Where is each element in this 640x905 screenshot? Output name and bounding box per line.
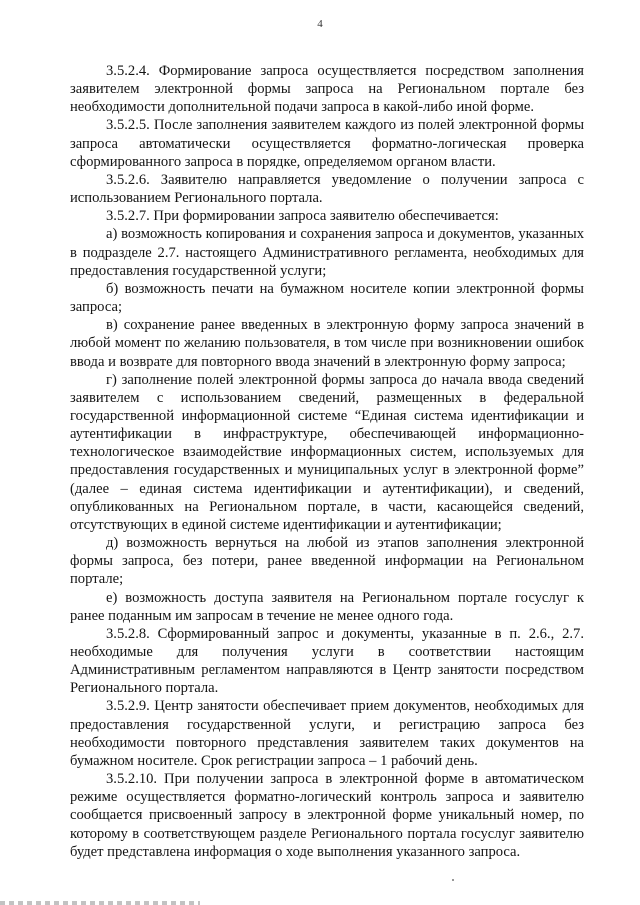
list-item-a: а) возможность копирования и сохранения запроса и документов, указанных в подразделе 2.7. настоящего Административного регламента, необходимых для предоставления государственной услуги; [70,226,584,279]
paragraph-3-5-2-10: 3.5.2.10. При получении запроса в электронной форме в автоматическом режиме осуществляется форматно-логический контроль запроса и заявителю сообщается присвоенный запросу в электронной форме уникальный номер, по которому в соответствующем разделе Регионального портала госуслуг заявителю будет представлена информация о ходе выполнения указанного запроса. [70,771,584,860]
paragraph-3-5-2-9: 3.5.2.9. Центр занятости обеспечивает прием документов, необходимых для предоставления государственной услуги, и регистрацию запроса без необходимости повторного представления заявителем таких документов на бумажном носителе. Срок регистрации запроса – 1 рабочий день. [70,698,584,769]
list-item-g: г) заполнение полей электронной формы запроса до начала ввода сведений заявителем с использованием сведений, размещенных в федеральной государственной информационной системе “Единая система идентификации и аутентификации в инфраструктуре, обеспечивающей информационно-технологическое взаимодействие информационных систем, используемых для предоставления государственных и муниципальных услуг в электронной форме” (далее – единая система идентификации и аутентификации), и сведений, опубликованных на Региональном портале, в части, касающейся сведений, отсутствующих в единой системе идентификации и аутентификации; [70,371,584,533]
scan-edge-artifact [0,901,200,905]
list-item-d: д) возможность вернуться на любой из этапов заполнения электронной формы запроса, без потери, ранее введенной информации на Региональном портале; [70,535,584,588]
paragraph-3-5-2-8: 3.5.2.8. Сформированный запрос и документы, указанные в п. 2.6., 2.7. необходимые для получения услуги в соответствии настоящим Административным регламентом направляются в Центр занятости посредством Регионального портала. [70,625,584,697]
paragraph-3-5-2-6: 3.5.2.6. Заявителю направляется уведомление о получении запроса с использованием Регионального портала. [70,171,584,207]
list-item-b: б) возможность печати на бумажном носителе копии электронной формы запроса; [70,280,584,316]
paragraph-3-5-2-4: 3.5.2.4. Формирование запроса осуществляется посредством заполнения заявителем электронной формы запроса на Региональном портале без необходимости дополнительной подачи запроса в какой-либо иной форме. [70,63,584,116]
list-item-e: е) возможность доступа заявителя на Региональном портале госуслуг к ранее поданным им запросам в течение не менее одного года. [70,589,584,624]
paragraph-3-5-2-7: 3.5.2.7. При формировании запроса заявителю обеспечивается: [106,208,499,225]
page-number: 4 [317,18,323,30]
body-text [70,62,584,861]
scan-speck [452,879,454,881]
paragraph-3-5-2-5: 3.5.2.5. После заполнения заявителем каждого из полей электронной формы запроса автоматически осуществляется форматно-логическая проверка сформированного запроса в порядке, определяемом органом власти. [70,117,584,170]
list-item-v: в) сохранение ранее введенных в электронную форму запроса значений в любой момент по желанию пользователя, в том числе при возникновении ошибок ввода и возврате для повторного ввода значений в электронную форму запроса; [70,317,584,370]
